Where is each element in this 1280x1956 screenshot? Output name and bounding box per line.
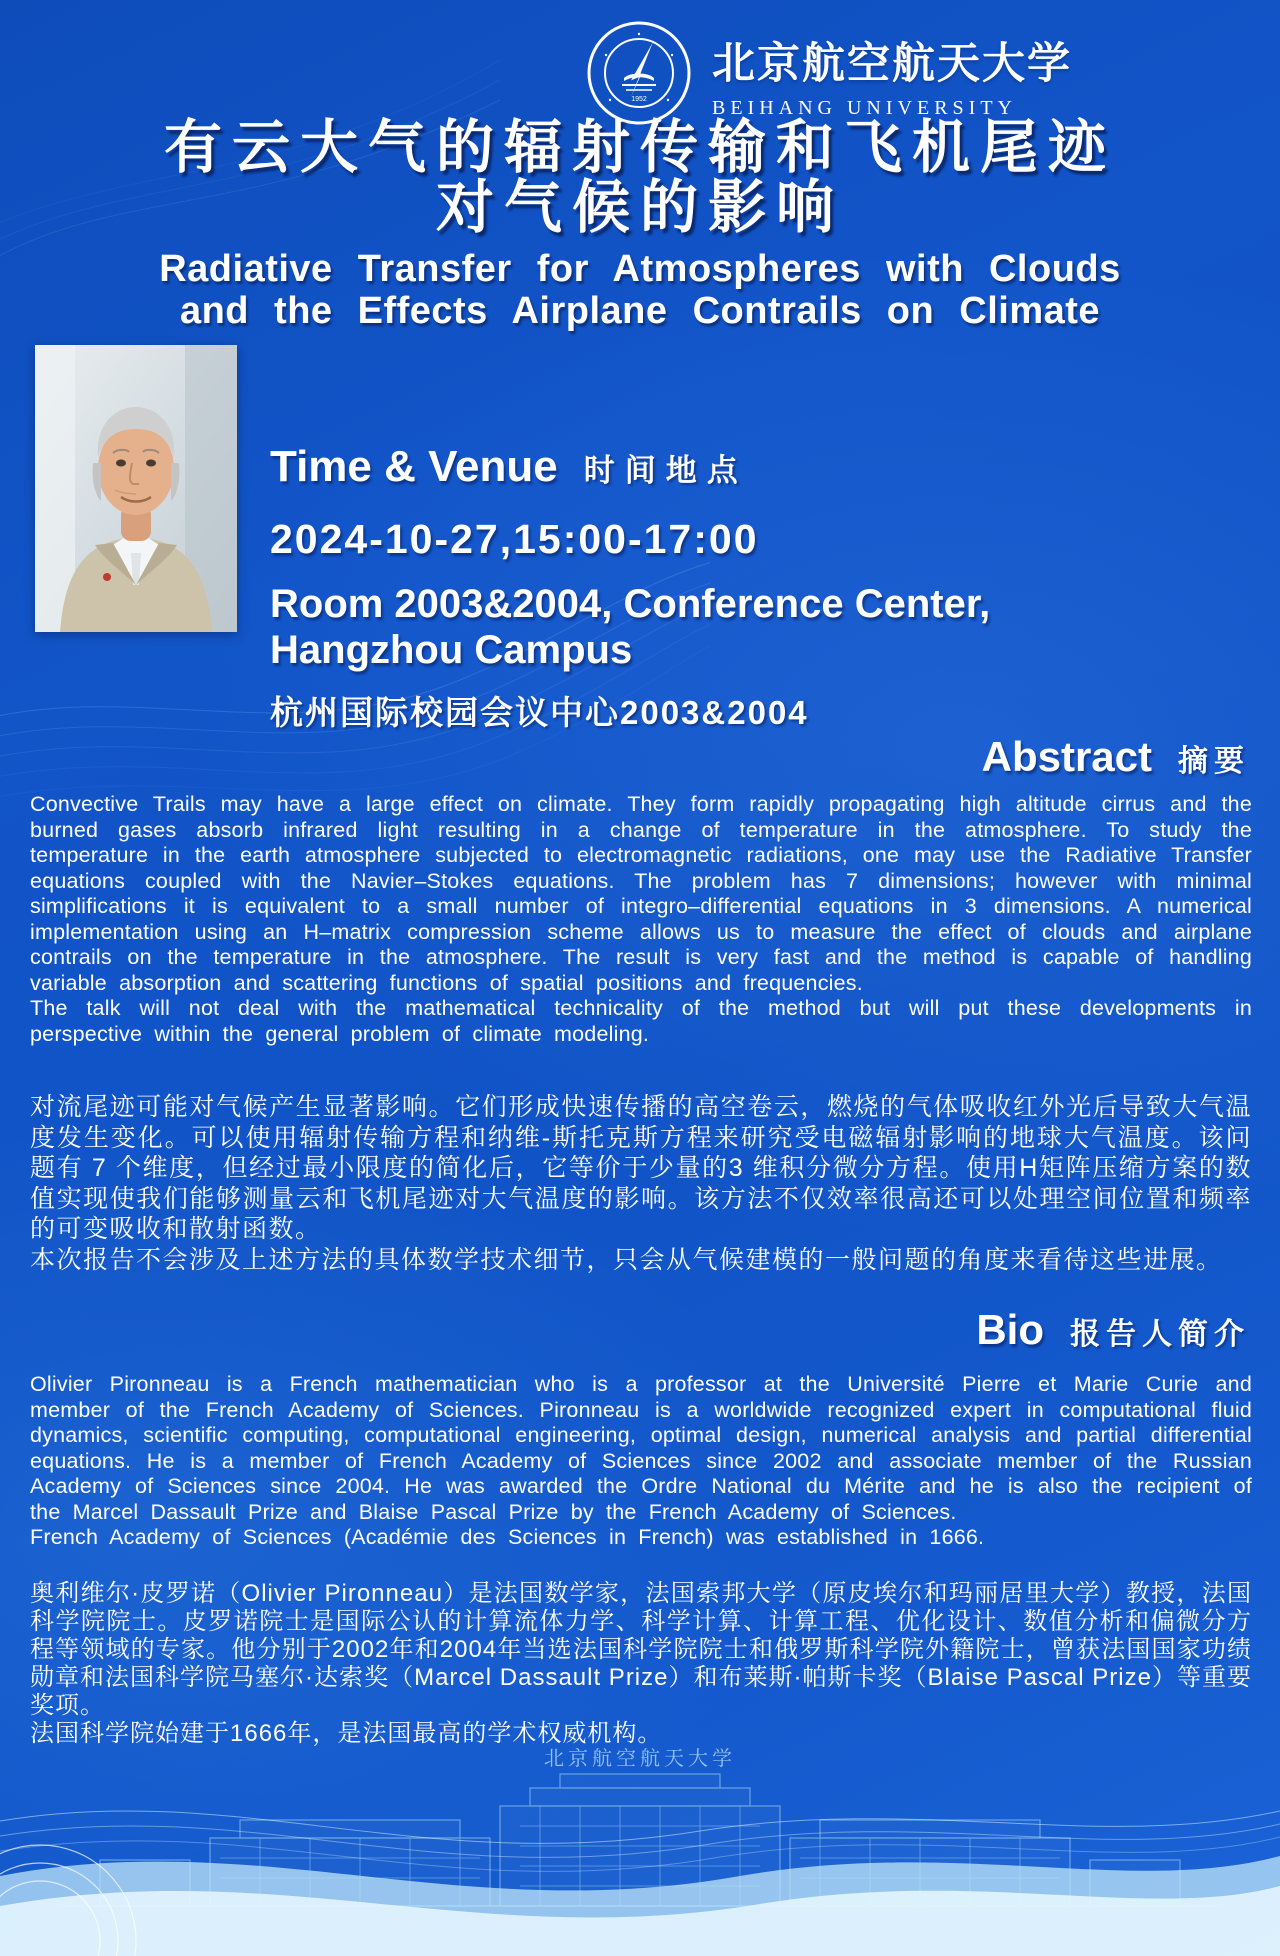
time-venue-heading-en: Time & Venue: [270, 442, 558, 491]
time-venue-heading: [270, 442, 1015, 492]
abstract-heading-en: Abstract: [981, 733, 1152, 780]
bio-heading-en: Bio: [976, 1306, 1044, 1353]
campus-building-watermark: [60, 1768, 1220, 1918]
time-venue-section: [270, 442, 1015, 734]
abstract-en-paragraph-2: The talk will not deal with the mathematical technicality of the method but will put these developments in perspective within the general problem of climate modeling.: [30, 996, 1252, 1046]
time-venue-heading-cn: 时间地点: [583, 453, 748, 488]
bio-heading: [976, 1306, 1250, 1354]
bio-en-paragraph-1: Olivier Pironneau is a French mathematician who is a professor at the Université Pierre et Marie Curie and member of the French Academy of Sciences. Pironneau is a worldwide recognized expert in computational fluid dynamics, scientific computing, computational engineering, optimal design, numerical analysis and partial differential equations. He is a member of French Academy of Sciences since 2002 and associate member of the Russian Academy of Sciences since 2004. He was awarded the Ordre National du Mérite and he is also the recipient of the Marcel Dassault Prize and Blaise Pascal Prize by the French Academy of Sciences.: [30, 1372, 1252, 1524]
speaker-photo: [35, 345, 237, 632]
abstract-cn-paragraph-1: 对流尾迹可能对气候产生显著影响。它们形成快速传播的高空卷云，燃烧的气体吸收红外光后导致大气温度发生变化。可以使用辐射传输方程和纳维-斯托克斯方程来研究受电磁辐射影响的地球大气温度。该问题有 7 个维度，但经过最小限度的简化后，它等价于少量的3 维积分微分方程。使用H矩阵压缩方案的数值实现使我们能够测量云和飞机尾迹对大气温度的影响。该方法不仅效率很高还可以处理空间位置和频率的可变吸收和散射函数。: [30, 1093, 1253, 1243]
abstract-cn-paragraph-2: 本次报告不会涉及上述方法的具体数学技术细节，只会从气候建模的一般问题的角度来看待这些进展。: [30, 1245, 1223, 1274]
abstract-en-paragraph-1: Convective Trails may have a large effect on climate. They form rapidly propagating high altitude cirrus and the burned gases absorb infrared light resulting in a change of temperature in the atmosphere. To study the temperature in the earth atmosphere subjected to electromagnetic radiations, one may use the Radiative Transfer equations coupled with the Navier–Stokes equations. The problem has 7 dimensions; however with minimal simplifications it is equivalent to a small number of integro–differential equations in 3 dimensions. A numerical implementation using an H–matrix compression scheme allows us to measure the effect of clouds and airplane contrails on the temperature in the atmosphere. The result is very fast and the method is capable of handling variable absorption and scattering functions of spatial positions and frequencies.: [30, 792, 1252, 995]
talk-title-en: [0, 248, 1280, 332]
footer-watermark-text: 北京航空航天大学: [544, 1748, 736, 1770]
event-venue-cn: 杭州国际校园会议中心2003&2004: [270, 694, 809, 731]
university-name-cn: 北京航空航天大学: [712, 40, 1072, 88]
bio-cn-paragraph-2: 法国科学院始建于1666年，是法国最高的学术权威机构。: [30, 1720, 663, 1747]
abstract-text-cn: [30, 1092, 1252, 1275]
bio-heading-cn: 报告人简介: [1070, 1318, 1250, 1351]
abstract-heading: [982, 733, 1250, 781]
talk-title-cn: [0, 115, 1280, 240]
abstract-heading-cn: 摘要: [1178, 745, 1250, 778]
talk-title-cn-line2: 对气候的影响: [435, 175, 844, 240]
talk-title-cn-line1: 有云大气的辐射传输和飞机尾迹: [163, 115, 1116, 180]
bio-text-cn: [30, 1580, 1252, 1748]
event-venue-en: Room 2003&2004, Conference Center, Hangzhou Campus: [270, 582, 991, 672]
beihang-logo-icon: [586, 20, 692, 126]
talk-title-en-line1: Radiative Transfer for Atmospheres with Clouds: [159, 248, 1121, 290]
university-name-en: BEIHANG UNIVERSITY: [712, 97, 1017, 119]
talk-title-en-line2: and the Effects Airplane Contrails on Climate: [179, 290, 1101, 332]
bio-text-en: [30, 1372, 1252, 1551]
abstract-text-en: [30, 792, 1252, 1047]
bio-en-paragraph-2: French Academy of Sciences (Académie des Sciences in French) was established in 1666.: [30, 1525, 985, 1549]
event-datetime: 2024-10-27,15:00-17:00: [270, 516, 759, 562]
university-name-block: [712, 30, 1072, 120]
bio-cn-paragraph-1: 奥利维尔·皮罗诺（Olivier Pironneau）是法国数学家，法国索邦大学（原皮埃尔和玛丽居里大学）教授，法国科学院院士。皮罗诺院士是国际公认的计算流体力学、科学计算、计算工程、优化设计、数值分析和偏微分方程等领域的专家。他分别于2002年和2004年当选法国科学院院士和俄罗斯科学院外籍院士，曾获法国国家功绩勋章和法国科学院马塞尔·达索奖（Marcel Dassault Prize）和布莱斯·帕斯卡奖（Blaise Pascal Prize）等重要奖项。: [30, 1580, 1252, 1719]
logo-year-text: 1952: [631, 96, 647, 103]
